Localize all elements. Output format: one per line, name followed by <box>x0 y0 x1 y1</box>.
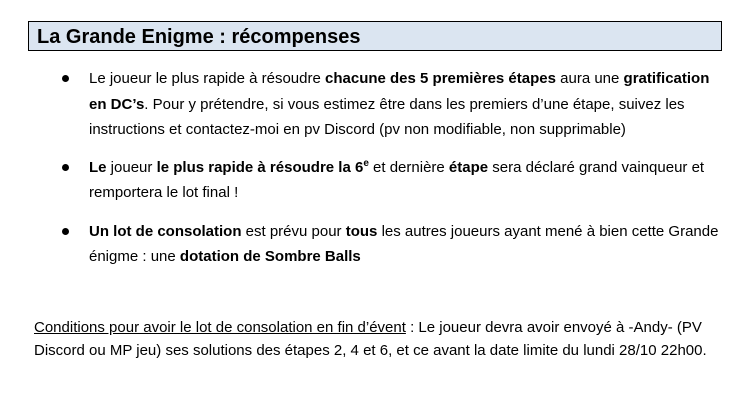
page-title: La Grande Enigme : récompenses <box>28 21 722 51</box>
item-emphasis: gratification en DC’s <box>89 70 710 113</box>
item-text: Le joueur le plus rapide à résoudre <box>89 70 325 87</box>
item-emphasis: tous <box>345 222 378 240</box>
bullet-icon <box>62 228 69 235</box>
item-emphasis: le plus rapide à résoudre la 6 <box>156 158 364 176</box>
item-emphasis: Un lot de consolation <box>89 222 242 240</box>
list-item <box>0 66 751 143</box>
item-emphasis: Le <box>89 158 107 176</box>
item-emphasis: étape <box>448 158 489 176</box>
bullet-icon <box>62 75 69 82</box>
item-text: . Pour y prétendre, si vous estimez être dans les premiers d’une étape, suivez les instructions et contactez-moi en pv Discord (pv non modifiable, non supprimable) <box>89 95 685 138</box>
item-text: aura une <box>555 70 624 87</box>
rewards-list <box>0 66 751 270</box>
item-text: et dernière <box>368 158 449 176</box>
item-emphasis: dotation de Sombre Balls <box>179 248 361 265</box>
list-item <box>0 155 751 206</box>
list-item <box>0 219 751 270</box>
conditions-text: : Le joueur devra avoir envoyé à -Andy- (PV Discord ou MP jeu) ses solutions des étapes 2, 4 et 6, et ce avant la date limite du lundi 28/10 22h00. <box>34 319 707 359</box>
ordinal-suffix: e <box>363 157 369 169</box>
conditions-paragraph <box>34 316 724 362</box>
item-text: joueur <box>106 158 157 176</box>
item-text: est prévu pour <box>241 222 346 240</box>
bullet-icon <box>62 164 69 171</box>
item-emphasis: chacune des 5 premières étapes <box>325 70 556 87</box>
item-text: sera déclaré grand vainqueur et remportera le lot final ! <box>89 158 705 201</box>
conditions-label: Conditions pour avoir le lot de consolation en fin d’évent <box>34 319 406 336</box>
item-text: les autres joueurs ayant mené à bien cette Grande énigme : une <box>89 222 719 265</box>
